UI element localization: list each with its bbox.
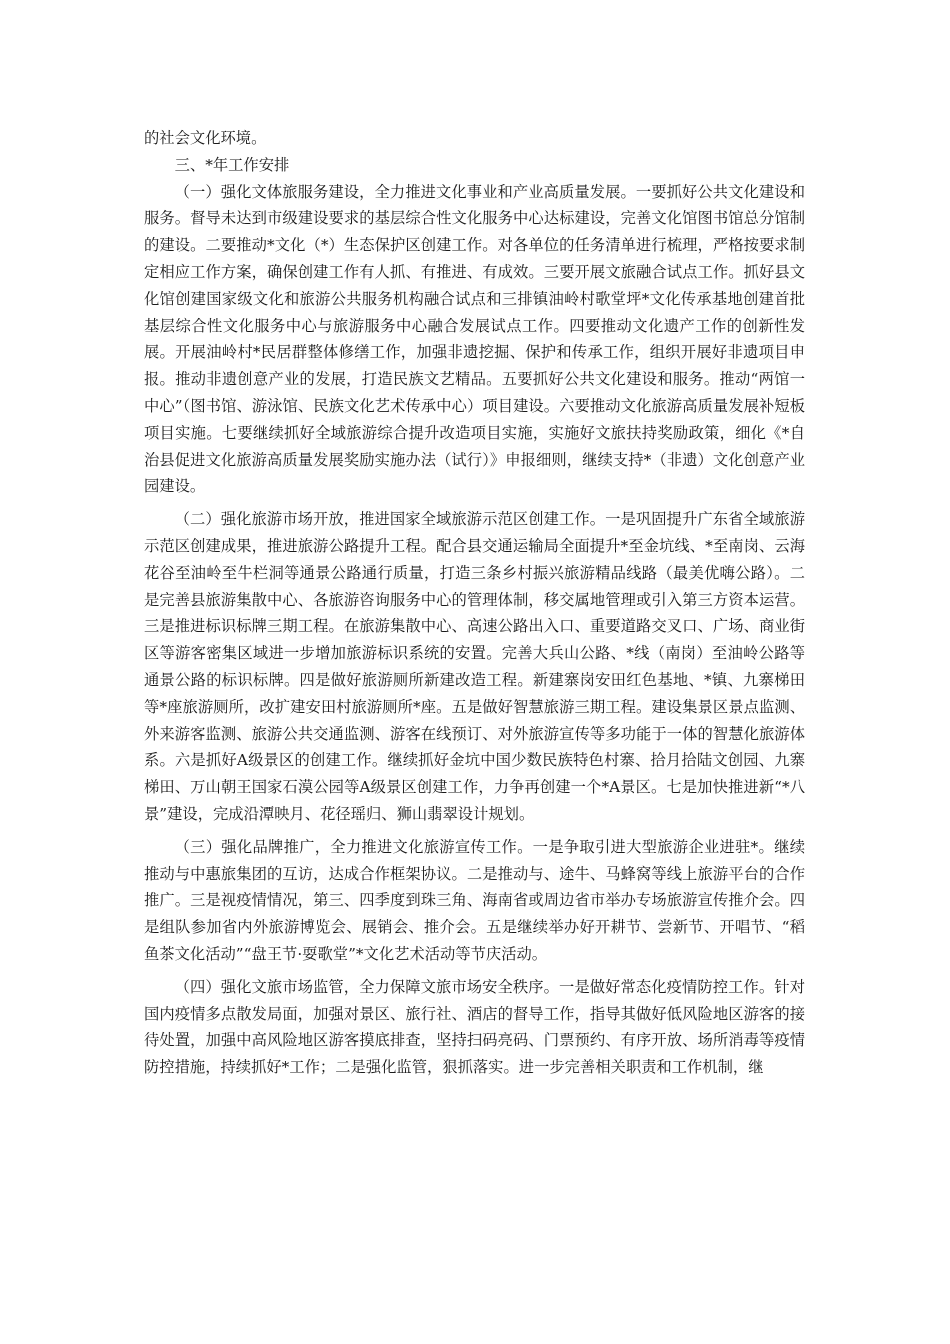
section-heading: 三、*年工作安排 — [174, 155, 290, 174]
lead-line: 的社会文化环境。 — [144, 129, 267, 147]
paragraph-1: （一）强化文体旅服务建设，全力推进文化事业和产业高质量发展。一要抓好公共文化建设和服务。督导未达到市级建设要求的基层综合性文化服务中心达标建设，完善文化馆图书馆总分馆制的建设。二要推动*文化（*）生态保护区创建工作。对各单位的任务清单进行梳理，严格按要求制定相应工作方案，确保创建工作有人抓、有推进、有成效。三要开展文旅融合试点工作。抓好县文化馆创建国家级文化和旅游公共服务机构融合试点和三排镇油岭村歌堂坪*文化传承基地创建首批基层综合性文化服务中心与旅游服务中心融合发展试点工作。四要推动文化遗产工作的创新性发展。开展油岭村*民居群整体修缮工作，加强非遗挖掘、保护和传承工作，组织开展好非遗项目申报。推动非遗创意产业的发展，打造民族文艺精品。五要抓好公共文化建设和服务。推动“两馆一中心”（图书馆、游泳馆、民族文化艺术传承中心）项目建设。六要推动文化旅游高质量发展补短板项目实施。七要继续抓好全域旅游综合提升改造项目实施，实施好文旅扶持奖励政策，细化《*自治县促进文化旅游高质量发展奖励实施办法（试行）》申报细则，继续支持*（非遗）文化创意产业园建设。 — [144, 182, 805, 496]
paragraph-4: （四）强化文旅市场监管，全力保障文旅市场安全秩序。一是做好常态化疫情防控工作。针对国内疫情多点散发局面，加强对景区、旅行社、酒店的督导工作，指导其做好低风险地区游客的接待处置，加强中高风险地区游客摸底排查，坚持扫码亮码、门票预约、有序开放、场所消毒等疫情防控措施，持续抓好*工作；二是强化监管，狠抓落实。进一步完善相关职责和工作机制，继 — [144, 977, 805, 1077]
paragraph-2: （二）强化旅游市场开放，推进国家全域旅游示范区创建工作。一是巩固提升广东省全域旅游示范区创建成果，推进旅游公路提升工程。配合县交通运输局全面提升*至金坑线、*至南岗、云海花谷至油岭至牛栏洞等通景公路通行质量，打造三条乡村振兴旅游精品线路（最美优嗨公路）。二是完善县旅游集散中心、各旅游咨询服务中心的管理体制，移交属地管理或引入第三方资本运营。三是推进标识标牌三期工程。在旅游集散中心、高速公路出入口、重要道路交叉口、广场、商业街区等游客密集区域进一步增加旅游标识系统的安置。完善大兵山公路、*线（南岗）至油岭公路等通景公路的标识标牌。四是做好旅游厕所新建改造工程。新建寨岗安田红色基地、*镇、九寨梯田等*座旅游厕所，改扩建安田村旅游厕所*座。五是做好智慧旅游三期工程。建设集景区景点监测、外来游客监测、旅游公共交通监测、游客在线预订、对外旅游宣传等多功能于一体的智慧化旅游体系。六是抓好A级景区的创建工作。继续抓好金坑中国少数民族特色村寨、拾月拾陆文创园、九寨梯田、万山朝王国家石漠公园等A级景区创建工作，力争再创建一个*A景区。七是加快推进新“*八景”建设，完成沿潭映月、花径瑶归、狮山翡翠设计规划。 — [144, 510, 805, 823]
paragraph-3: （三）强化品牌推广，全力推进文化旅游宣传工作。一是争取引进大型旅游企业进驻*。继续推动与中惠旅集团的互访，达成合作框架协议。二是推动与、途牛、马蜂窝等线上旅游平台的合作推广。三是视疫情情况，第三、四季度到珠三角、海南省或周边省市举办专场旅游宣传推介会。四是组队参加省内外旅游博览会、展销会、推介会。五是继续举办好开耕节、尝新节、开唱节、“稻鱼茶文化活动”“盘王节·耍歌堂”*文化艺术活动等节庆活动。 — [144, 837, 805, 963]
document-body — [144, 125, 805, 1081]
